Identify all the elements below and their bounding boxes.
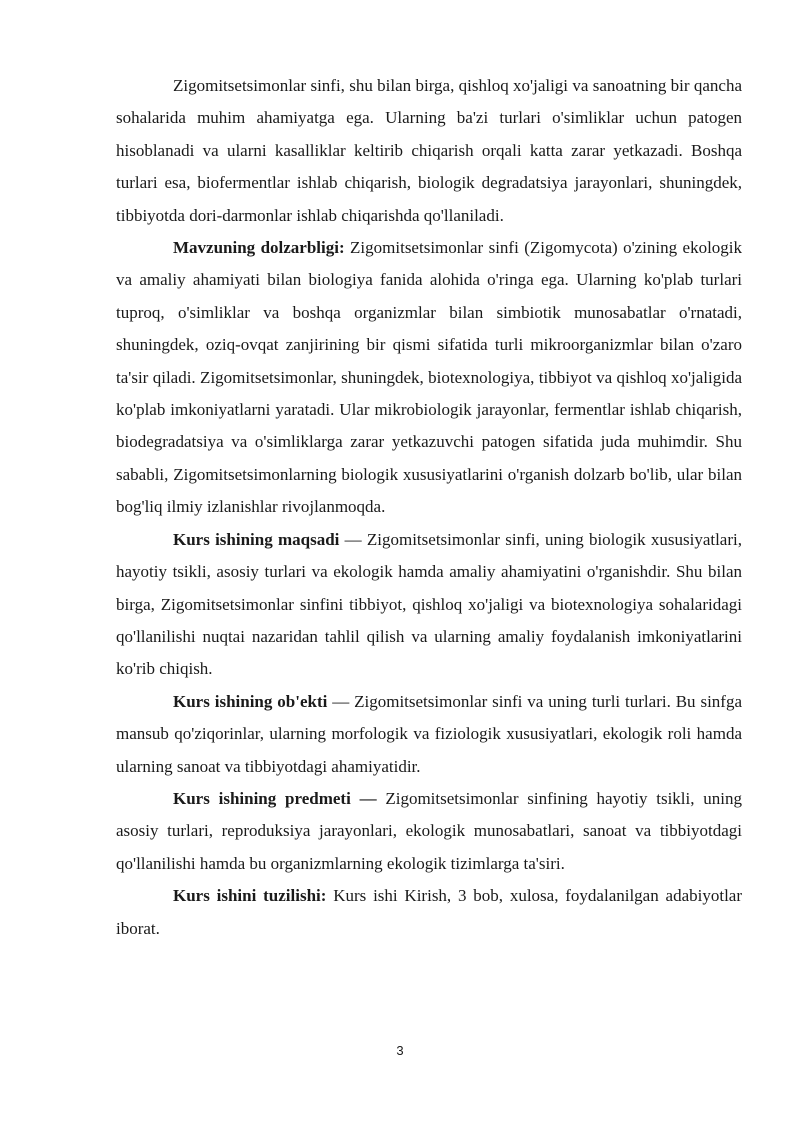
paragraph-heading: Mavzuning dolzarbligi: [173,238,345,258]
paragraph-text: — Zigomitsetsimonlar sinfi va uning turli turlari. Bu sinfga mansub qo'ziqorinlar, ularning morfologik va fiziologik xususiyatlari, ekologik roli hamda ularning sanoat va tibbiyotdagi ahamiyatidir. [116,691,742,776]
document-page [116,70,742,945]
page-number: 3 [396,1043,404,1058]
paragraph-heading: Kurs ishining maqsadi [173,529,340,549]
paragraph-text: Zigomitsetsimonlar sinfining hayotiy tsikli, uning asosiy turlari, reproduksiya jarayonlari, ekologik munosabatlari, sanoat va tibbiyotdagi qo'llanilishi hamda bu organizmlarning ekologik tizimlarga ta'siri. [116,788,742,873]
paragraph-text: Kurs ishi Kirish, 3 bob, xulosa, foydalanilgan adabiyotlar iborat. [116,886,742,938]
paragraph-text: Zigomitsetsimonlar sinfi, shu bilan birga, qishloq xo'jaligi va sanoatning bir qancha sohalarida muhim ahamiyatga ega. Ularning ba'zi turlari o'simliklar uchun patogen hisoblanadi va ularni kasalliklar keltirib chiqarish orqali katta zarar yetkazadi. Boshqa turlari esa, biofermentlar ishlab chiqarish, biologik degradatsiya jarayonlari, shuningdek, tibbiyotda dori-darmonlar ishlab chiqarishda qo'llaniladi. [116,76,742,225]
paragraph-heading: Kurs ishining ob'ekti [173,691,328,711]
paragraph-text: — Zigomitsetsimonlar sinfi, uning biologik xususiyatlari, hayotiy tsikli, asosiy turlari va ekologik hamda amaliy ahamiyatini o'rganishdir. Shu bilan birga, Zigomitsetsimonlar sinfini tibbiyot, qishloq xo'jaligi va biotexnologiya sohalaridagi qo'llanilishi nuqtai nazaridan tahlil qilish va ularning amaliy foydalanish imkoniyatlarini ko'rib chiqish. [116,529,742,679]
paragraph-object [116,686,742,783]
paragraph-text: Zigomitsetsimonlar sinfi (Zigomycota) o'zining ekologik va amaliy ahamiyati bilan biologiya fanida alohida o'ringa ega. Ularning ko'plab turlari tuproq, o'simliklar va boshqa organizmlar bilan simbiotik munosabatlar o'rnatadi, shuningdek, oziq-ovqat zanjirining bir qismi sifatida turli mikroorganizmlar bilan o'zaro ta'sir qiladi. Zigomitsetsimonlar, shuningdek, biotexnologiya, tibbiyot va qishloq xo'jaligida ko'plab imkoniyatlarni yaratadi. Ular mikrobiologik jarayonlar, fermentlar ishlab chiqarish, biodegradatsiya va o'simliklarga zarar yetkazuvchi patogen sifatida juda muhimdir. Shu sababli, Zigomitsetsimonlarning biologik xususiyatlarini o'rganish dolzarb bo'lib, ular bilan bog'liq ilmiy izlanishlar rivojlanmoqda. [116,238,743,517]
paragraph-intro [116,70,742,232]
paragraph-relevance [116,232,742,524]
paragraph-goal [116,524,742,686]
paragraph-heading: Kurs ishini tuzilishi: [173,886,327,906]
paragraph-subject [116,783,742,880]
paragraph-structure [116,880,742,945]
paragraph-heading: Kurs ishining predmeti — [173,788,377,808]
